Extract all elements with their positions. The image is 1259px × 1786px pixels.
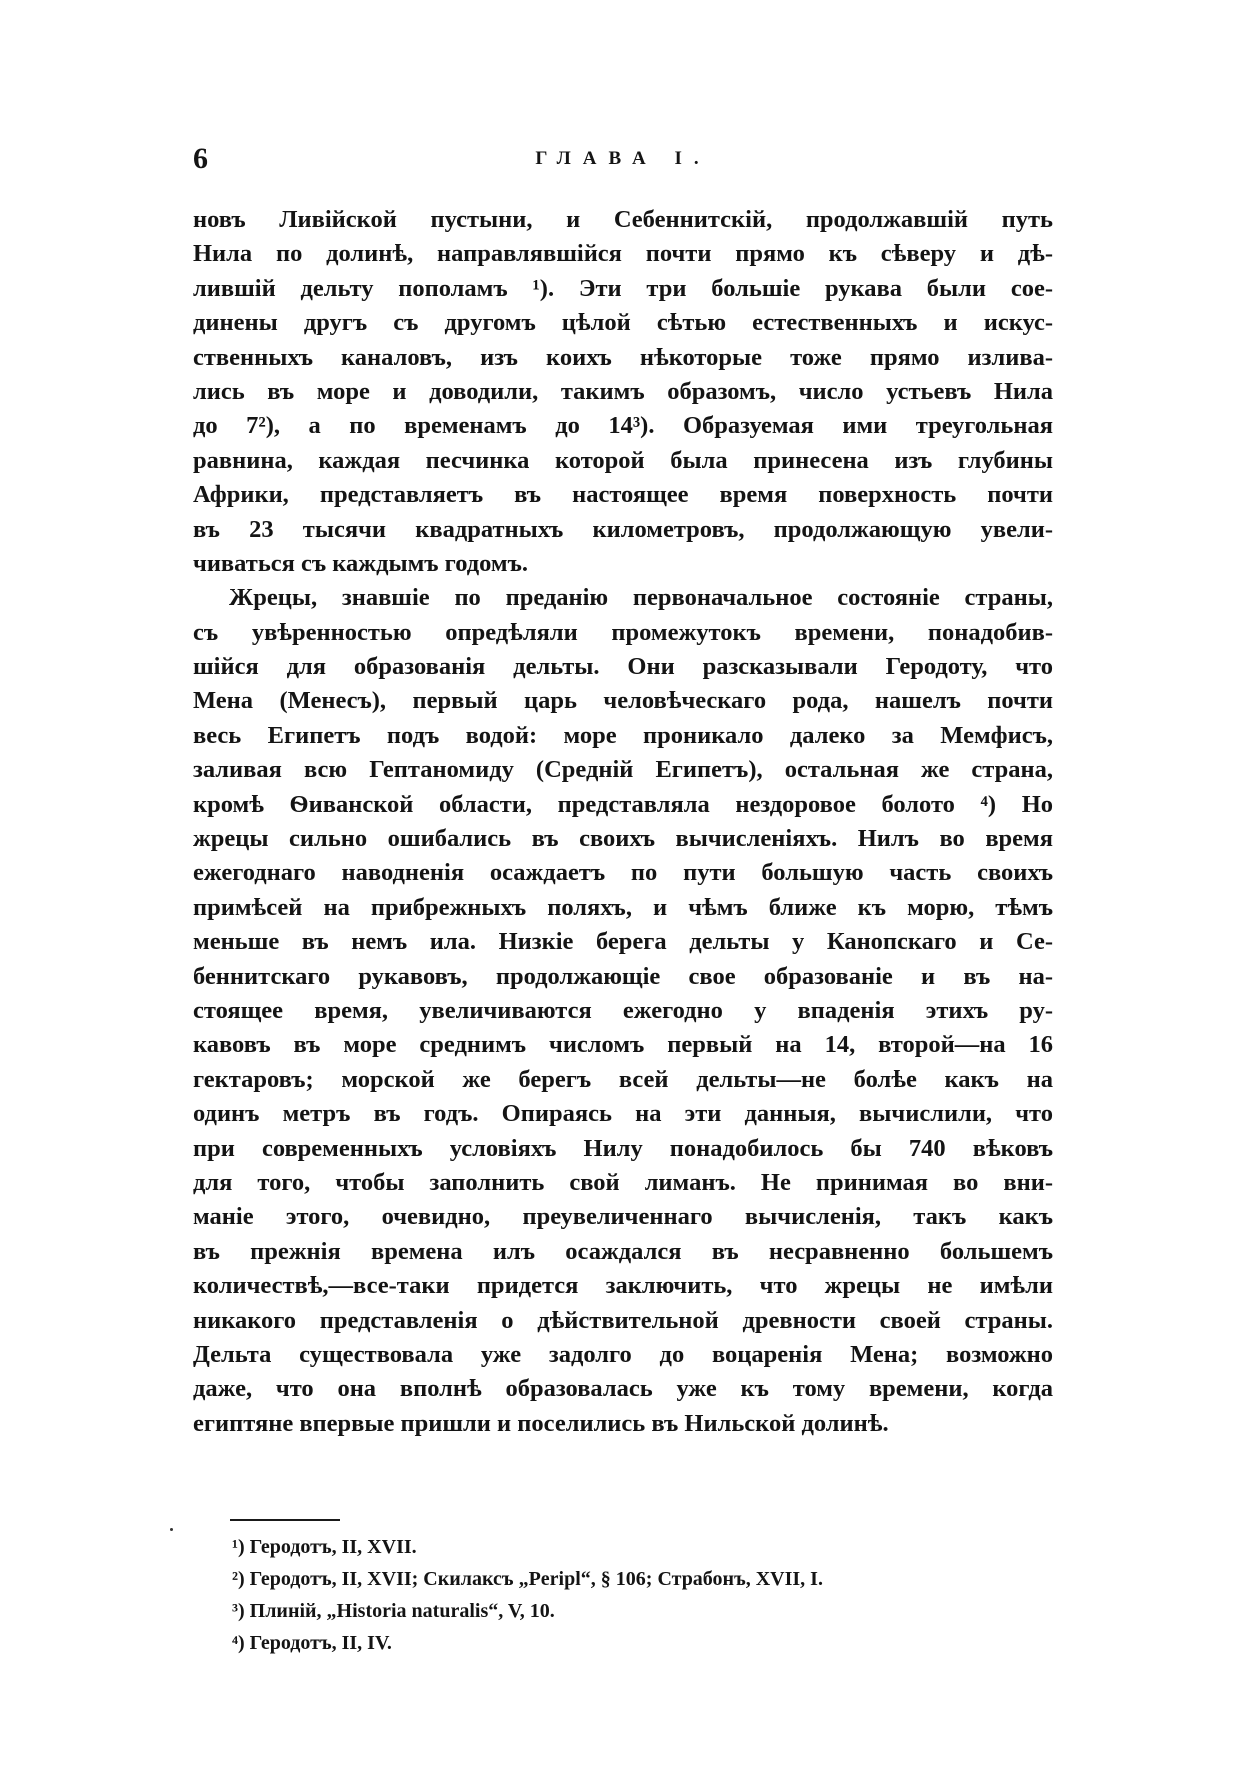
text-line: меньше въ немъ ила. Низкіе берега дельты у Канопскаго и Се- [193, 928, 1053, 956]
text-line: шійся для образованія дельты. Они разсказывали Геродоту, что [193, 653, 1053, 681]
paragraph-end-line: египтяне впервые пришли и поселились въ Нильской долинѣ. [193, 1409, 889, 1437]
footnote-2: ²) Геродотъ, II, XVII; Скилаксъ „Peripl“, § 106; Страбонъ, XVII, I. [232, 1568, 823, 1590]
footnote-4: ⁴) Геродотъ, II, IV. [232, 1632, 392, 1654]
text-line: стоящее время, увеличиваются ежегодно у впаденія этихъ ру- [193, 996, 1053, 1024]
text-line: новъ Ливійской пустыни, и Себеннитскій, продолжавшій путь [193, 206, 1053, 233]
footnote-3: ³) Плиній, „Historia naturalis“, V, 10. [232, 1600, 555, 1622]
text-line: лившій дельту пополамъ ¹). Эти три большіе рукава были сое- [193, 274, 1053, 302]
text-line: Нила по долинѣ, направлявшійся почти прямо къ сѣверу и дѣ- [193, 240, 1053, 268]
text-line: равнина, каждая песчинка которой была принесена изъ глубины [193, 446, 1053, 474]
text-line: для того, чтобы заполнить свой лиманъ. Не принимая во вни- [193, 1168, 1053, 1196]
print-speck [170, 1528, 173, 1531]
text-line: кромѣ Ѳиванской области, представляла нездоровое болото ⁴) Но [193, 790, 1053, 818]
footnote-1: ¹) Геродотъ, II, XVII. [232, 1536, 417, 1558]
text-line: даже, что она вполнѣ образовалась уже къ тому времени, когда [193, 1375, 1053, 1403]
text-line: въ прежнія времена илъ осаждался въ несравненно большемъ [193, 1237, 1053, 1265]
text-line: Мена (Менесъ), первый царь человѣческаго рода, нашелъ почти [193, 687, 1053, 715]
page-number: 6 [193, 142, 208, 175]
text-line: Дельта существовала уже задолго до воцаренія Мена; возможно [193, 1340, 1053, 1368]
chapter-title: ГЛАВА I. [535, 148, 711, 169]
text-line: кавовъ въ море среднимъ числомъ первый на 14, второй—на 16 [193, 1031, 1053, 1059]
text-line: лись въ море и доводили, такимъ образомъ, число устьевъ Нила [193, 377, 1053, 405]
text-line: никакого представленія о дѣйствительной древности своей страны. [193, 1306, 1053, 1334]
footnote-divider [230, 1519, 340, 1521]
body-text [193, 203, 1053, 1441]
text-line: заливая всю Гептаномиду (Средній Египетъ), остальная же страна, [193, 756, 1053, 784]
text-line: Африки, представляетъ въ настоящее время поверхность почти [193, 481, 1053, 509]
paragraph-start-line: Жрецы, знавшіе по преданію первоначальное состояніе страны, [229, 584, 1053, 612]
text-line: примѣсей на прибрежныхъ поляхъ, и чѣмъ ближе къ морю, тѣмъ [193, 893, 1053, 921]
footnotes [232, 1531, 1052, 1659]
running-head [193, 142, 1053, 182]
text-line: въ 23 тысячи квадратныхъ километровъ, продолжающую увели- [193, 515, 1053, 543]
text-line: до 7²), а по временамъ до 14³). Образуемая ими треугольная [193, 412, 1053, 440]
text-line: ежегоднаго наводненія осаждаетъ по пути большую часть своихъ [193, 859, 1053, 887]
text-line: динены другъ съ другомъ цѣлой сѣтью естественныхъ и искус- [193, 309, 1053, 337]
text-line: количествѣ,—все-таки придется заключить, что жрецы не имѣли [193, 1272, 1053, 1300]
text-line: весь Египетъ подъ водой: море проникало далеко за Мемфисъ, [193, 721, 1053, 749]
text-line: одинъ метръ въ годъ. Опираясь на эти данныя, вычислили, что [193, 1100, 1053, 1128]
text-line: съ увѣренностью опредѣляли промежутокъ времени, понадобив- [193, 618, 1053, 646]
paragraph-end-line: чиваться съ каждымъ годомъ. [193, 549, 529, 577]
text-line: жрецы сильно ошибались въ своихъ вычисленіяхъ. Нилъ во время [193, 825, 1053, 853]
text-line: маніе этого, очевидно, преувеличеннаго вычисленія, такъ какъ [193, 1203, 1053, 1231]
text-line: ственныхъ каналовъ, изъ коихъ нѣкоторые тоже прямо излива- [193, 343, 1053, 371]
text-line: беннитскаго рукавовъ, продолжающіе свое образованіе и въ на- [193, 962, 1053, 990]
text-line: при современныхъ условіяхъ Нилу понадобилось бы 740 вѣковъ [193, 1134, 1053, 1162]
text-line: гектаровъ; морской же берегъ всей дельты—не болѣе какъ на [193, 1065, 1053, 1093]
